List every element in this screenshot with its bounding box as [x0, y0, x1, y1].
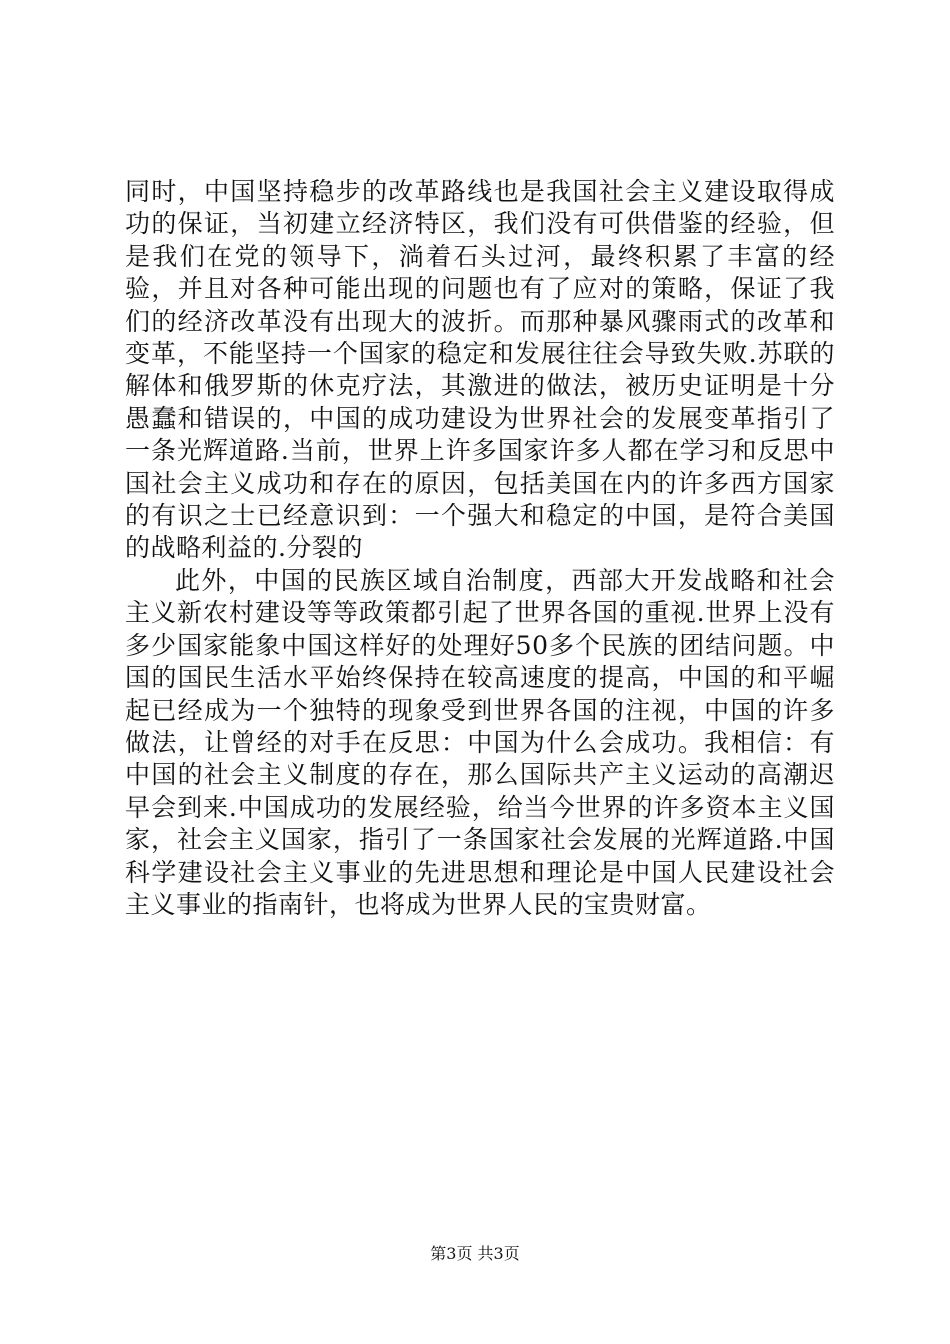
body-paragraph-1: 同时，中国坚持稳步的改革路线也是我国社会主义建设取得成功的保证，当初建立经济特区，我们没有可供借鉴的经验，但是我们在党的领导下，淌着石头过河，最终积累了丰富的经验，并且对各种可能出现的问题也有了应对的策略，保证了我们的经济改革没有出现大的波折。而那种暴风骤雨式的改革和变革，不能坚持一个国家的稳定和发展往往会导致失败.苏联的解体和俄罗斯的休克疗法，其激进的做法，被历史证明是十分愚蠢和错误的，中国的成功建设为世界社会的发展变革指引了一条光辉道路.当前，世界上许多国家许多人都在学习和反思中国社会主义成功和存在的原因，包括美国在内的许多西方国家的有识之士已经意识到：一个强大和稳定的中国，是符合美国的战略利益的.分裂的	[125, 177, 835, 563]
document-body	[125, 176, 835, 921]
body-paragraph-2: 此外，中国的民族区域自治制度，西部大开发战略和社会主义新农村建设等等政策都引起了世界各国的重视.世界上没有多少国家能象中国这样好的处理好50多个民族的团结问题。中国的国民生活水平始终保持在较高速度的提高，中国的和平崛起已经成为一个独特的现象受到世界各国的注视，中国的许多做法，让曾经的对手在反思：中国为什么会成功。我相信：有中国的社会主义制度的存在，那么国际共产主义运动的高潮迟早会到来.中国成功的发展经验，给当今世界的许多资本主义国家，社会主义国家，指引了一条国家社会发展的光辉道路.中国科学建设社会主义事业的先进思想和理论是中国人民建设社会主义事业的指南针，也将成为世界人民的宝贵财富。	[125, 565, 835, 919]
page-number-footer: 第3页 共3页	[430, 1244, 520, 1263]
